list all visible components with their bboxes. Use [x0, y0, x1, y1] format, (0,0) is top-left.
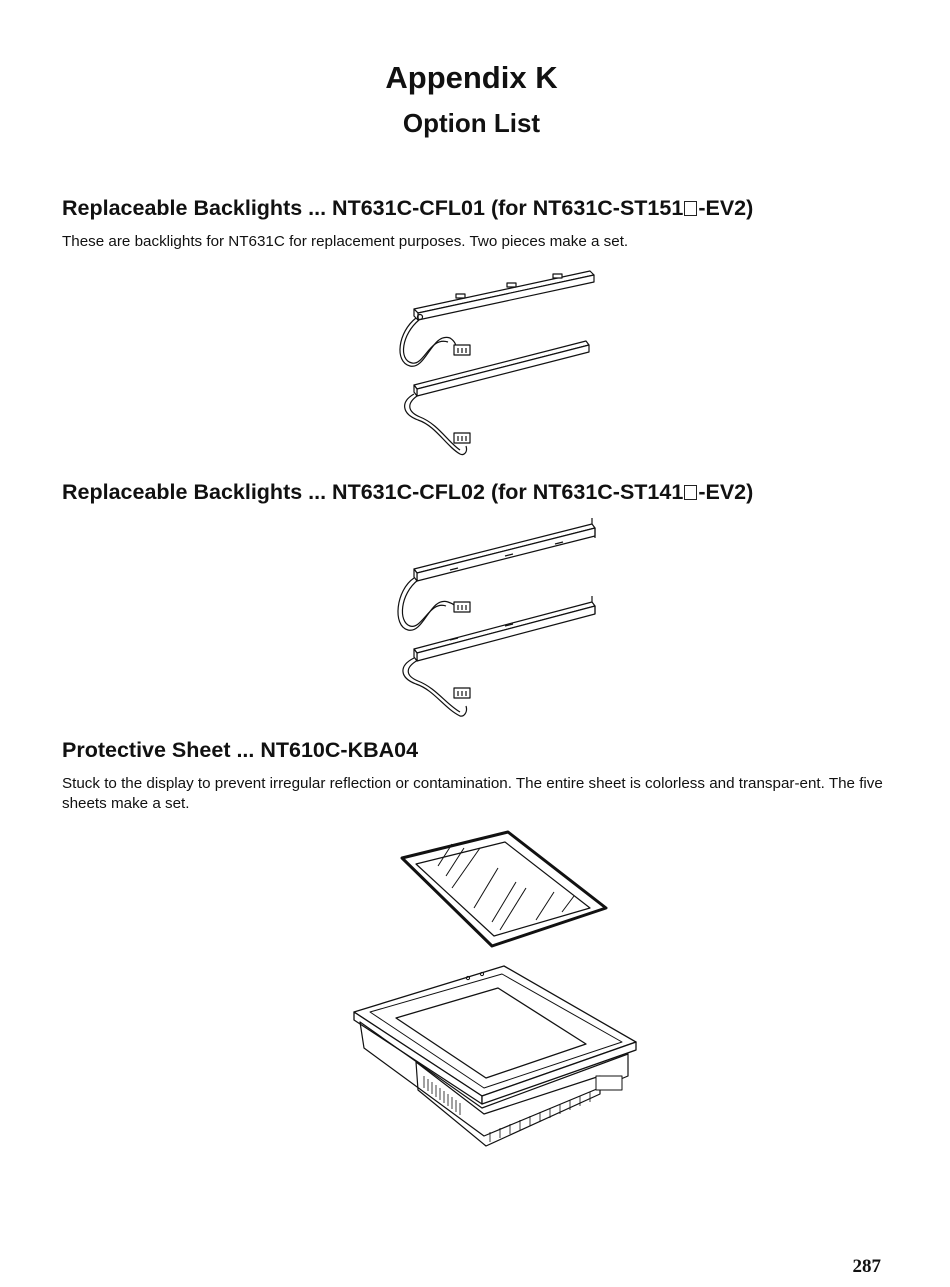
wildcard-box-icon	[684, 201, 697, 216]
heading-text-post: -EV2)	[698, 196, 754, 220]
section-heading-cfl02	[62, 480, 753, 505]
page-number: 287	[852, 1256, 881, 1277]
heading-text-pre: Replaceable Backlights ... NT631C-CFL02 (for NT631C-ST141	[62, 480, 684, 504]
section-heading-cfl01	[62, 196, 753, 221]
appendix-subtitle: Option List	[402, 108, 541, 138]
section-heading-kba04: Protective Sheet ... NT610C-KBA04	[62, 738, 419, 762]
heading-text-pre: Replaceable Backlights ... NT631C-CFL01 (for NT631C-ST151	[62, 196, 684, 220]
section-description-kba04: Stuck to the display to prevent irregular reflection or contamination. The entire sheet is colorless and transpar-ent. The five sheets make a set.	[62, 775, 883, 812]
backlight-cfl01-illustration	[390, 262, 605, 462]
heading-text-post: -EV2)	[698, 480, 754, 504]
protective-sheet-illustration	[340, 826, 645, 1151]
section-description-cfl01: These are backlights for NT631C for replacement purposes. Two pieces make a set.	[62, 233, 629, 250]
appendix-title: Appendix K	[385, 60, 558, 95]
wildcard-box-icon	[684, 485, 697, 500]
backlight-cfl02-illustration	[390, 518, 605, 720]
